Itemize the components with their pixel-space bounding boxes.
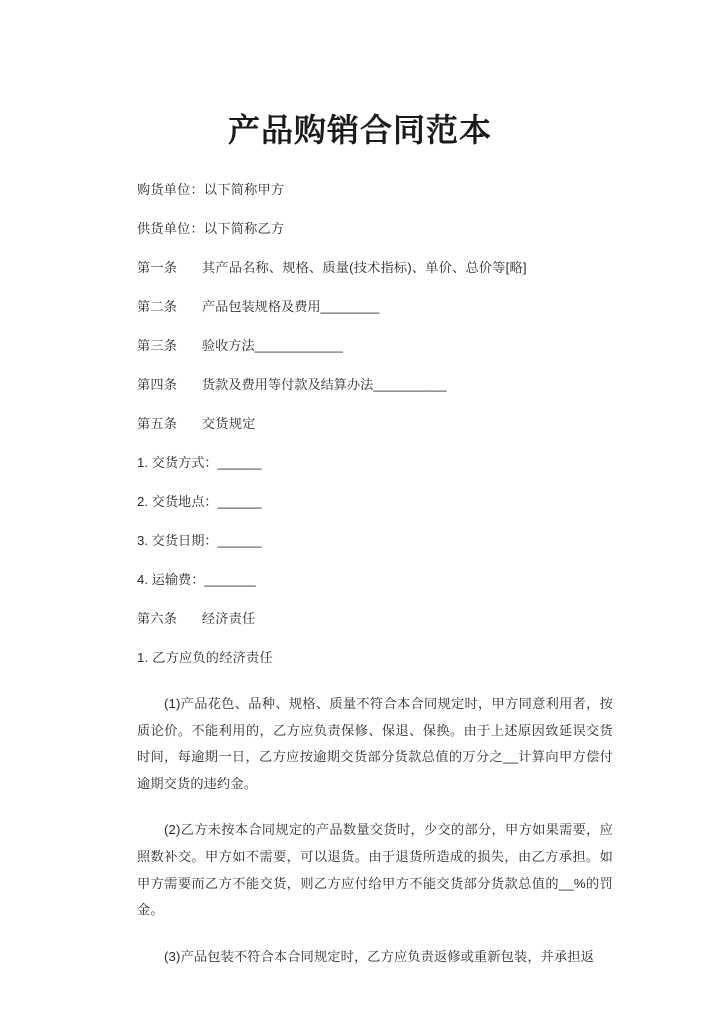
clause-text-5: 交货规定 <box>201 416 256 431</box>
clause-row-4 <box>137 365 613 404</box>
clause-number-3: 第三条 <box>137 338 178 353</box>
page-title: 产品购销合同范本 <box>227 112 492 148</box>
clause-number-4: 第四条 <box>137 377 178 392</box>
clause-text-2: 产品包装规格及费用________ <box>201 299 380 314</box>
liability-paragraph-2: (2)乙方未按本合同规定的产品数量交货时，少交的部分，甲方如果需要，应照数补交。甲方如不需要，可以退货。由于退货所造成的损失，由乙方承担。如甲方需要而乙方不能交货，则乙方应付给甲方不能交货部分货款总值的__%的罚金。 <box>137 822 613 918</box>
delivery-item-3-text: 3. 交货日期：______ <box>137 533 262 548</box>
liability-paragraph-3: (3)产品包装不符合本合同规定时，乙方应负责返修或重新包装，并承担返 <box>164 948 595 964</box>
liability-paragraph-1: (1)产品花色、品种、规格、质量不符合本合同规定时，甲方同意利用者，按质论价。不能利用的，乙方应负责保修、保退、保换。由于上述原因致延误交货时间，每逾期一日，乙方应按逾期交货部分货款总值的万分之__计算向甲方偿付逾期交货的违约金。 <box>137 696 613 791</box>
clause-text-3: 验收方法____________ <box>201 338 343 353</box>
clause-number-6: 第六条 <box>137 611 178 626</box>
party-line-buyer <box>137 170 613 209</box>
clause-row-2 <box>137 287 613 326</box>
delivery-item-4-text: 4. 运输费：_______ <box>137 572 256 587</box>
party-line-supplier <box>137 209 613 248</box>
delivery-item-1 <box>137 443 613 482</box>
clause-number-1: 第一条 <box>137 260 178 275</box>
liability-heading-text: 1. 乙方应负的经济责任 <box>137 650 273 665</box>
delivery-item-2-text: 2. 交货地点：______ <box>137 494 262 509</box>
clause-text-4: 货款及费用等付款及结算办法__________ <box>201 377 447 392</box>
delivery-item-4 <box>137 560 613 599</box>
clause-row-1 <box>137 248 613 287</box>
clause-text-1: 其产品名称、规格、质量(技术指标)、单价、总价等[略] <box>201 260 527 275</box>
document-body <box>137 170 613 970</box>
delivery-item-3 <box>137 521 613 560</box>
party-supplier-text: 供货单位：以下简称乙方 <box>137 221 285 236</box>
clause-number-2: 第二条 <box>137 299 178 314</box>
liability-heading <box>137 638 613 677</box>
clause-row-3 <box>137 326 613 365</box>
delivery-item-2 <box>137 482 613 521</box>
clause-row-6 <box>137 599 613 638</box>
clause-row-5 <box>137 404 613 443</box>
section-spacer <box>137 677 613 691</box>
clause-text-6: 经济责任 <box>201 611 256 626</box>
party-buyer-text: 购货单位：以下简称甲方 <box>137 182 285 197</box>
clause-number-5: 第五条 <box>137 416 178 431</box>
delivery-item-1-text: 1. 交货方式：______ <box>137 455 262 470</box>
